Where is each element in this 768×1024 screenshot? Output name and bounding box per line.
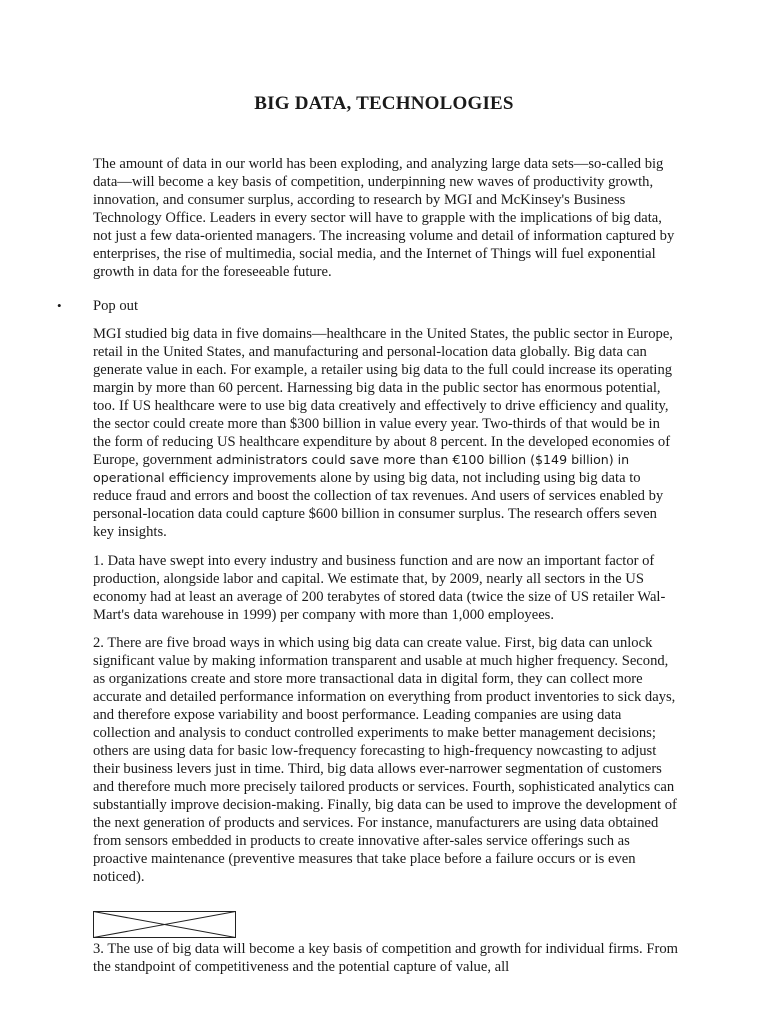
mgi-paragraph bbox=[93, 325, 678, 541]
mgi-text-before: MGI studied big data in five domains—healthcare in the United States, the public sector in Europe, retail in the United States, and manufacturing and personal-location data globally. Big data can generate value in each. For example, a retailer using big data to the full could increase its operating margin by more than 60 percent. Harnessing big data in the public sector has enormous potential, too. If US healthcare were to use big data creatively and effectively to drive efficiency and quality, the sector could create more than $300 billion in value every year. Two-thirds of that would be in the form of reducing US healthcare expenditure by about 8 percent. In the developed economies of Europe, government bbox=[93, 326, 673, 468]
bullet-marker: • bbox=[57, 298, 62, 313]
page-title: BIG DATA, TECHNOLOGIES bbox=[254, 93, 514, 114]
intro-paragraph: The amount of data in our world has been exploding, and analyzing large data sets—so-called big data—will become a key basis of competition, underpinning new waves of productivity growth, innovation, and consumer surplus, according to research by MGI and McKinsey's Business Technology Office. Leaders in every sector will have to grapple with the implications of big data, not just a few data-oriented managers. The increasing volume and detail of information captured by enterprises, the rise of multimedia, social media, and the Internet of Things will fuel exponential growth in data for the foreseeable future. bbox=[93, 156, 675, 280]
insight-3-paragraph: 3. The use of big data will become a key basis of competition and growth for individual firms. From the standpoint of competitiveness and the potential capture of value, all bbox=[93, 941, 678, 975]
insight-1-paragraph: 1. Data have swept into every industry and business function and are now an important factor of production, alongside labor and capital. We estimate that, by 2009, nearly all sectors in the US economy had at least an average of 200 terabytes of stored data (twice the size of US retailer Wal-Mart's data warehouse in 1999) per company with more than 1,000 employees. bbox=[93, 553, 666, 623]
broken-image-placeholder bbox=[93, 911, 236, 938]
insight-2-paragraph: 2. There are five broad ways in which using big data can create value. First, big data can unlock significant value by making information transparent and usable at much higher frequency. Second, as organizations create and store more transactional data in digital form, they can collect more accurate and detailed performance information on everything from product inventories to sick days, and therefore expose variability and boost performance. Leading companies are using data collection and analysis to conduct controlled experiments to make better management decisions; others are using data for basic low-frequency forecasting to high-frequency nowcasting to adjust their business levers just in time. Third, big data allows ever-narrower segmentation of customers and therefore much more precisely tailored products or services. Fourth, sophisticated analytics can substantially improve decision-making. Finally, big data can be used to improve the development of the next generation of products and services. For instance, manufacturers are using data obtained from sensors embedded in products to create innovative after-sales service offerings such as proactive maintenance (preventive measures that take place before a failure occurs or is even noticed). bbox=[93, 635, 677, 885]
mgi-text-after: improvements alone by using big data, not including using big data to reduce fraud and errors and boost the collection of tax revenues. And users of services enabled by personal-location data could capture $600 billion in consumer surplus. The research offers seven key insights. bbox=[93, 470, 664, 540]
pop-out-link[interactable]: Pop out bbox=[93, 298, 139, 314]
mgi-text-mono: administrators could save more than €100 billion ($149 billion) in operational efficiency bbox=[93, 452, 630, 485]
